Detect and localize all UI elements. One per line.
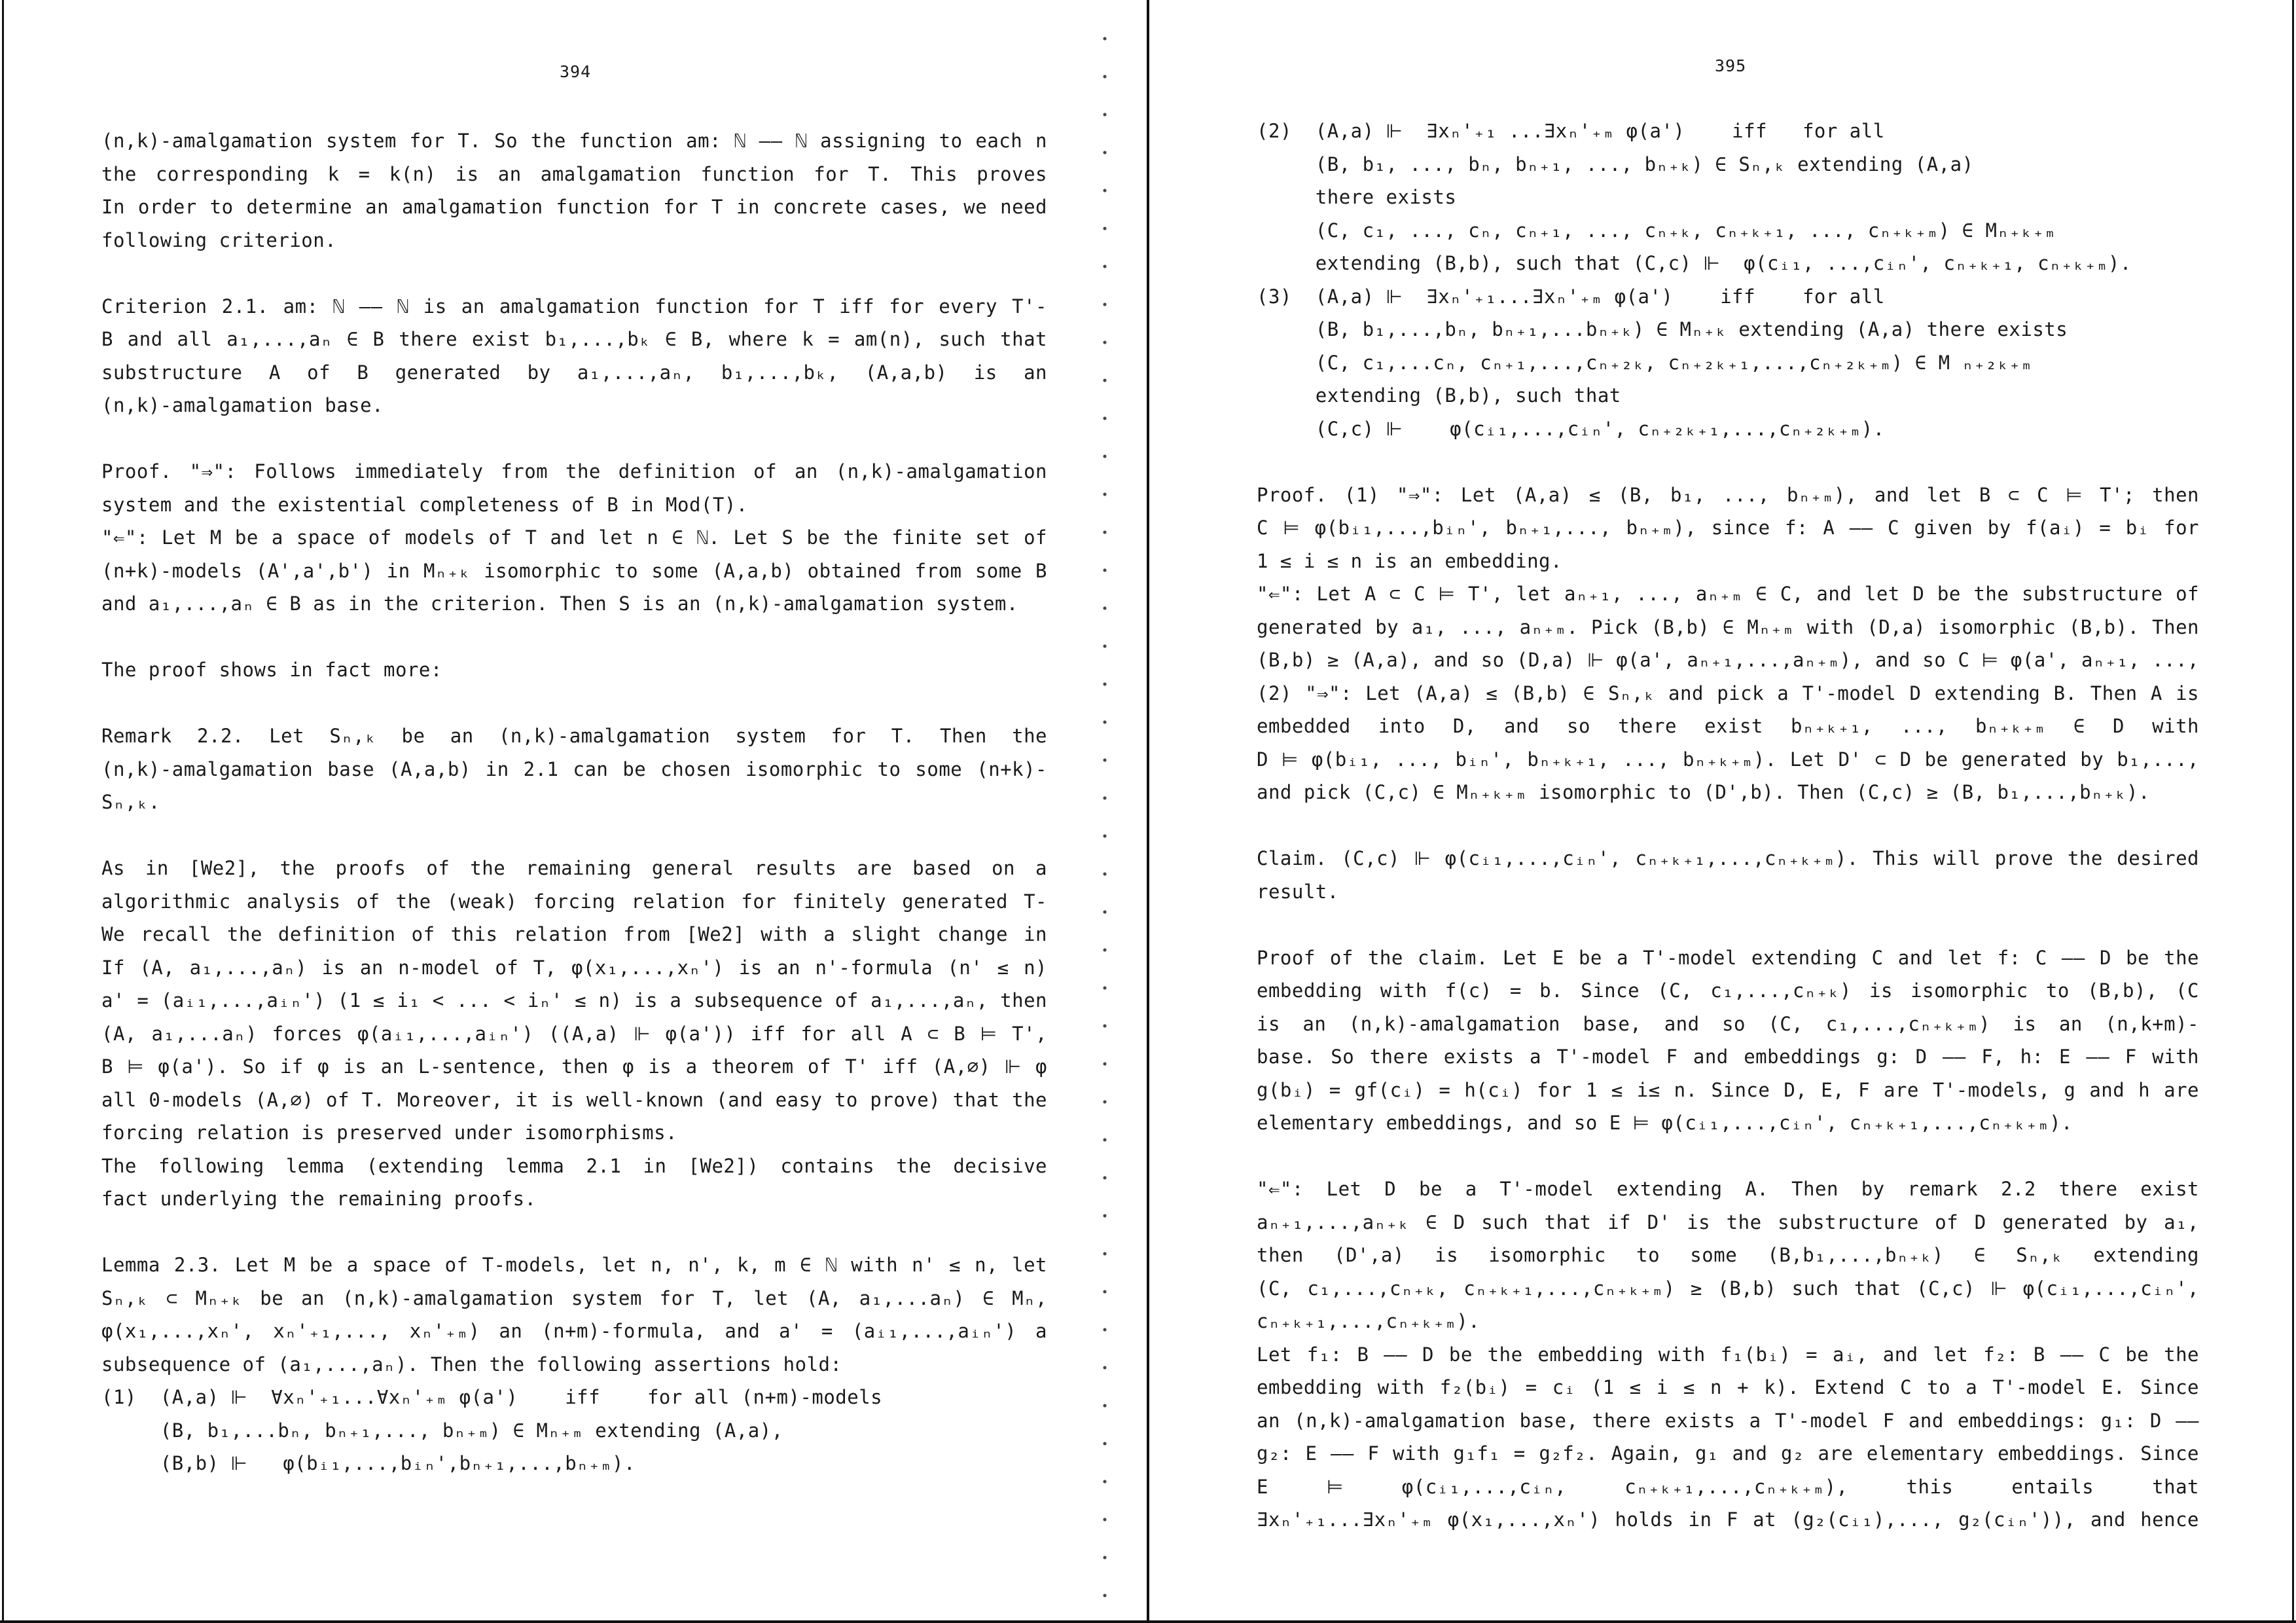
text-line: "⇐": Let M be a space of models of T and let n ∈ ℕ. Let S be the finite set of [101,526,1047,549]
text-line: 1 ≤ i ≤ n is an embedding. [1257,549,1562,572]
text-line: result. [1257,880,1339,903]
text-line: (n,k)-amalgamation base. [101,394,384,416]
text-line: and a₁,...,aₙ ∈ B as in the criterion. Then S is an (n,k)-amalgamation system. [101,593,1018,615]
text-line: embedded into D, and so there exist bₙ₊ₖ₊₁, ..., bₙ₊ₖ₊ₘ ∈ D with [1257,715,2199,737]
text-line: (B, b₁,...bₙ, bₙ₊₁,..., bₙ₊ₘ) ∈ Mₙ₊ₘ extending (A,a), [101,1419,783,1442]
text-line: ∃xₙ'₊₁...∃xₙ'₊ₘ φ(x₁,...,xₙ') holds in F at (g₂(cᵢ₁),..., g₂(cᵢₙ')), and hence [1257,1508,2199,1531]
paragraph-gap [101,621,1047,654]
text-line: following criterion. [101,228,337,251]
text-line: aₙ₊₁,...,aₙ₊ₖ ∈ D such that if D' is the substructure of D generated by a₁, [1257,1211,2199,1233]
text-line: system and the existential completeness of B in Mod(T). [101,493,748,516]
text-line: (B,b) ⊩ φ(bᵢ₁,...,bᵢₙ',bₙ₊₁,...,bₙ₊ₘ). [101,1452,636,1474]
text-line: "⇐": Let A ⊂ C ⊨ T', let aₙ₊₁, ..., aₙ₊ₘ ∈ C, and let D be the substructure of [1257,583,2199,605]
text-line: "⇐": Let D be a T'-model extending A. Then by remark 2.2 there exist [1257,1178,2199,1200]
text-line: algorithmic analysis of the (weak) forcing relation for finitely generated T- [101,890,1047,913]
page-number: 395 [1715,56,1747,75]
text-line: g(bᵢ) = gf(cᵢ) = h(cᵢ) for 1 ≤ i≤ n. Since D, E, F are T'-models, g and h are [1257,1078,2199,1101]
text-line: Remark 2.2. Let Sₙ,ₖ be an (n,k)-amalgamation system for T. Then the [101,725,1047,747]
text-line: cₙ₊ₖ₊₁,...,cₙ₊ₖ₊ₘ). [1257,1310,1480,1332]
text-line: The proof shows in fact more: [101,659,442,681]
text-line: If (A, a₁,...,aₙ) is an n-model of T, φ(x₁,...,xₙ') is an n'-formula (n' ≤ n) [101,956,1047,979]
text-line: Proof. "⇒": Follows immediately from the definition of an (n,k)-amalgamation [101,460,1047,483]
page-number: 394 [560,62,592,81]
text-line: (B,b) ≥ (A,a), and so (D,a) ⊩ φ(a', aₙ₊₁,...,aₙ₊ₘ), and so C ⊨ φ(a', aₙ₊₁, ..., [1257,649,2199,671]
text-line: (n,k)-amalgamation base (A,a,b) in 2.1 can be chosen isomorphic to some (n+k)- [101,757,1047,780]
text-line: (3) (A,a) ⊩ ∃xₙ'₊₁...∃xₙ'₊ₘ φ(a') iff for all [1257,285,1885,308]
text-line: (C, c₁, ..., cₙ, cₙ₊₁, ..., cₙ₊ₖ, cₙ₊ₖ₊₁, ..., cₙ₊ₖ₊ₘ) ∈ Mₙ₊ₖ₊ₘ [1257,219,2056,242]
text-line: Claim. (C,c) ⊩ φ(cᵢ₁,...,cᵢₙ', cₙ₊ₖ₊₁,...,cₙ₊ₖ₊ₘ). This will prove the desired [1257,847,2199,869]
text-line: extending (B,b), such that (C,c) ⊩ φ(cᵢ₁, ...,cᵢₙ', cₙ₊ₖ₊₁, cₙ₊ₖ₊ₘ). [1257,252,2132,274]
text-line: (n+k)-models (A',a',b') in Mₙ₊ₖ isomorphic to some (A,a,b) obtained from some B [101,559,1047,582]
text-line: (1) (A,a) ⊩ ∀xₙ'₊₁...∀xₙ'₊ₘ φ(a') iff for all (n+m)-models [101,1386,883,1408]
text-line: (2) (A,a) ⊩ ∃xₙ'₊₁ ...∃xₙ'₊ₘ φ(a') iff for all [1257,120,1885,142]
left-page-body [101,124,1047,1480]
text-line: a' = (aᵢ₁,...,aᵢₙ') (1 ≤ i₁ < ... < iₙ' ≤ n) is a subsequence of a₁,...,aₙ, then [101,989,1047,1012]
text-line: all 0-models (A,∅) of T. Moreover, it is well-known (and easy to prove) that the [101,1088,1047,1111]
text-line: (2) "⇒": Let (A,a) ≤ (B,b) ∈ Sₙ,ₖ and pick a T'-model D extending B. Then A is [1257,682,2199,704]
text-line: extending (B,b), such that [1257,384,1621,407]
text-line: B and all a₁,...,aₙ ∈ B there exist b₁,...,bₖ ∈ B, where k = am(n), such that [101,328,1047,350]
text-line: E ⊨ φ(cᵢ₁,...,cᵢₙ, cₙ₊ₖ₊₁,...,cₙ₊ₖ₊ₘ), this entails that [1257,1475,2199,1498]
text-line: Criterion 2.1. am: ℕ —— ℕ is an amalgamation function for T iff for every T'- [101,295,1047,318]
text-line: D ⊨ φ(bᵢ₁, ..., bᵢₙ', bₙ₊ₖ₊₁, ..., bₙ₊ₖ₊ₘ). Let D' ⊂ D be generated by b₁,..., [1257,748,2199,771]
text-line: Sₙ,ₖ. [101,791,160,813]
text-line: is an (n,k)-amalgamation base, and so (C, c₁,...,cₙ₊ₖ₊ₘ) is an (n,k+m)- [1257,1012,2199,1035]
paragraph-gap [101,257,1047,290]
text-line: and pick (C,c) ∈ Mₙ₊ₖ₊ₘ isomorphic to (D',b). Then (C,c) ≥ (B, b₁,...,bₙ₊ₖ). [1257,781,2150,803]
text-line: fact underlying the remaining proofs. [101,1188,537,1210]
text-line: base. So there exists a T'-model F and embeddings g: D —— F, h: E —— F with [1257,1046,2199,1068]
paragraph-gap [101,422,1047,456]
paragraph-gap [1257,809,2199,843]
text-line: an (n,k)-amalgamation base, there exists a T'-model F and embeddings: g₁: D —— [1257,1409,2199,1432]
scan-border-right [2292,0,2294,1623]
text-line: Proof. (1) "⇒": Let (A,a) ≤ (B, b₁, ..., bₙ₊ₘ), and let B ⊂ C ⊨ T'; then [1257,483,2199,506]
paragraph-gap [1257,445,2199,479]
text-line: subsequence of (a₁,...,aₙ). Then the following assertions hold: [101,1353,842,1376]
paragraph-gap [101,687,1047,720]
left-page [101,0,1047,1623]
text-line: (C, c₁,...cₙ, cₙ₊₁,...,cₙ₊₂ₖ, cₙ₊₂ₖ₊₁,...,cₙ₊₂ₖ₊ₘ) ∈ M ₙ₊₂ₖ₊ₘ [1257,351,2033,374]
paragraph-gap [1257,908,2199,941]
text-line: (B, b₁,...,bₙ, bₙ₊₁,...bₙ₊ₖ) ∈ Mₙ₊ₖ extending (A,a) there exists [1257,318,2068,340]
text-line: C ⊨ φ(bᵢ₁,...,bᵢₙ', bₙ₊₁,..., bₙ₊ₘ), since f: A —— C given by f(aᵢ) = bᵢ for [1257,517,2199,539]
page-gutter [1147,0,1149,1623]
text-line: Sₙ,ₖ ⊂ Mₙ₊ₖ be an (n,k)-amalgamation system for T, let (A, a₁,...aₙ) ∈ Mₙ, [101,1286,1047,1309]
text-line: B ⊨ φ(a'). So if φ is an L-sentence, then φ is a theorem of T' iff (A,∅) ⊩ φ [101,1055,1047,1078]
text-line: We recall the definition of this relation from [We2] with a slight change in [101,923,1047,945]
text-line: (C,c) ⊩ φ(cᵢ₁,...,cᵢₙ', cₙ₊₂ₖ₊₁,...,cₙ₊₂ₖ₊ₘ). [1257,417,1885,440]
text-line: Lemma 2.3. Let M be a space of T-models, let n, n', k, m ∈ ℕ with n' ≤ n, let [101,1254,1047,1276]
text-line: embedding with f(c) = b. Since (C, c₁,...,cₙ₊ₖ) is isomorphic to (B,b), (C [1257,979,2199,1002]
text-line: As in [We2], the proofs of the remaining general results are based on a [101,857,1047,879]
text-line: there exists [1257,186,1457,208]
text-line: forcing relation is preserved under isomorphisms. [101,1122,678,1144]
text-line: then (D',a) is isomorphic to some (B,b₁,...,bₙ₊ₖ) ∈ Sₙ,ₖ extending [1257,1244,2199,1266]
text-line: embedding with f₂(bᵢ) = cᵢ (1 ≤ i ≤ n + k). Extend C to a T'-model E. Since [1257,1376,2199,1398]
text-line: substructure A of B generated by a₁,...,aₙ, b₁,...,bₖ, (A,a,b) is an [101,361,1047,384]
paragraph-gap [1257,1140,2199,1173]
binding-dots [1103,20,1107,1604]
scan-border-left [2,0,4,1623]
text-line: The following lemma (extending lemma 2.1 in [We2]) contains the decisive [101,1154,1047,1177]
text-line: Let f₁: B —— D be the embedding with f₁(bᵢ) = aᵢ, and let f₂: B —— C be the [1257,1343,2199,1366]
text-line: generated by a₁, ..., aₙ₊ₘ. Pick (B,b) ∈ Mₙ₊ₘ with (D,a) isomorphic (B,b). Then [1257,615,2199,638]
text-line: In order to determine an amalgamation function for T in concrete cases, we need [101,196,1047,218]
text-line: the corresponding k = k(n) is an amalgamation function for T. This proves [101,162,1047,185]
text-line: (B, b₁, ..., bₙ, bₙ₊₁, ..., bₙ₊ₖ) ∈ Sₙ,ₖ extending (A,a) [1257,153,1974,175]
text-line: elementary embeddings, and so E ⊨ φ(cᵢ₁,...,cᵢₙ', cₙ₊ₖ₊₁,...,cₙ₊ₖ₊ₘ). [1257,1112,2073,1134]
text-line: (C, c₁,...,cₙ₊ₖ, cₙ₊ₖ₊₁,...,cₙ₊ₖ₊ₘ) ≥ (B,b) such that (C,c) ⊩ φ(cᵢ₁,...,cᵢₙ', [1257,1277,2199,1300]
right-page [1257,0,2199,1623]
text-line: Proof of the claim. Let E be a T'-model extending C and let f: C —— D be the [1257,946,2199,969]
right-page-body [1257,115,2199,1537]
text-line: (A, a₁,...aₙ) forces φ(aᵢ₁,...,aᵢₙ') ((A,a) ⊩ φ(a')) iff for all A ⊂ B ⊨ T', [101,1022,1047,1045]
paragraph-gap [101,819,1047,852]
text-line: g₂: E —— F with g₁f₁ = g₂f₂. Again, g₁ and g₂ are elementary embeddings. Since [1257,1442,2199,1465]
text-line: φ(x₁,...,xₙ', xₙ'₊₁,..., xₙ'₊ₘ) an (n+m)-formula, and a' = (aᵢ₁,...,aᵢₙ') a [101,1320,1047,1342]
paragraph-gap [101,1216,1047,1249]
text-line: (n,k)-amalgamation system for T. So the function am: ℕ —— ℕ assigning to each n [101,130,1047,152]
